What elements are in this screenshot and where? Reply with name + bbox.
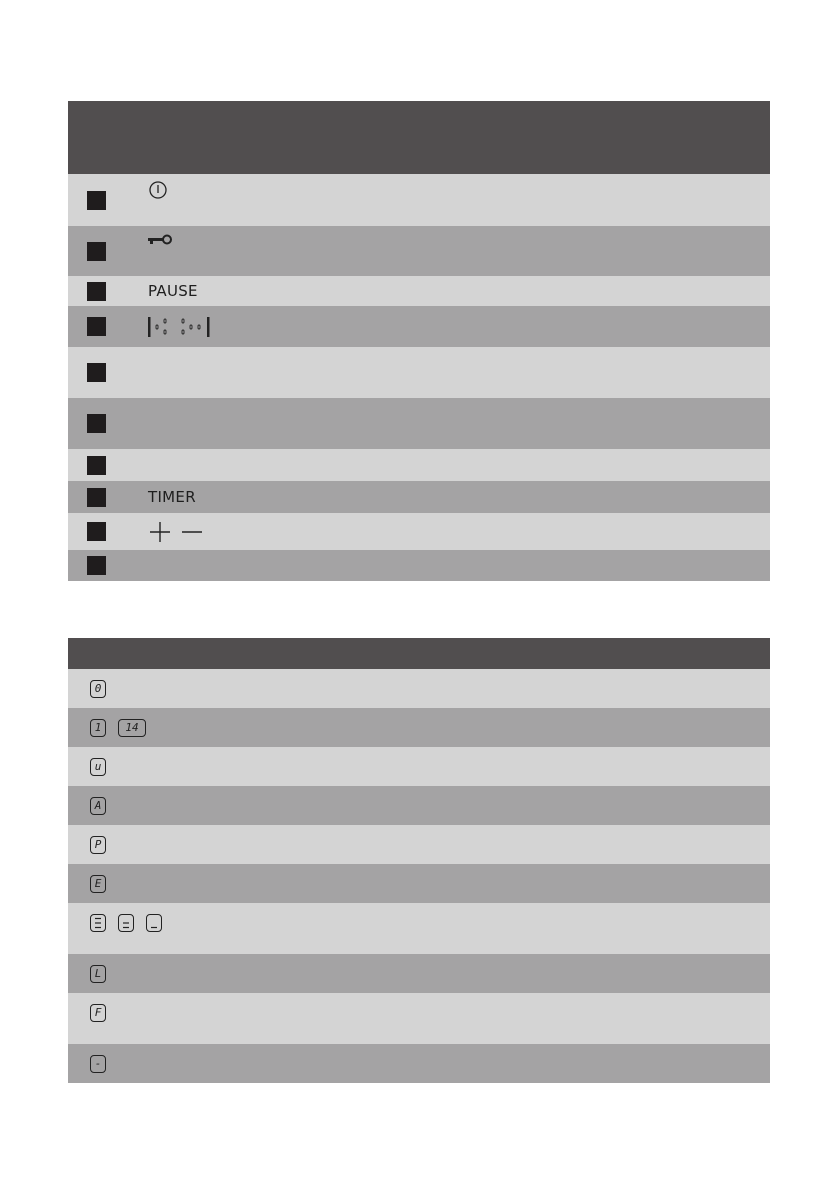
display-table-header	[68, 638, 770, 669]
row-marker	[87, 456, 106, 475]
two-bar-display-icon	[118, 914, 134, 932]
row-marker	[87, 191, 106, 210]
row-marker	[87, 317, 106, 336]
table-row	[68, 398, 770, 449]
row-marker	[87, 522, 106, 541]
display-digit: F	[90, 1004, 106, 1022]
display-digit: u	[90, 758, 106, 776]
table-row	[68, 174, 770, 226]
on-off-icon	[148, 180, 220, 200]
table-row	[68, 993, 770, 1044]
display-digit: 14	[118, 719, 146, 737]
table-row	[68, 276, 770, 306]
controls-table-header	[68, 101, 770, 174]
table-row	[68, 513, 770, 550]
three-bar-display-icon	[90, 914, 106, 932]
display-digit: -	[90, 1055, 106, 1073]
table-row	[68, 347, 770, 398]
table-row	[68, 708, 770, 747]
row-marker	[87, 414, 106, 433]
table-row	[68, 550, 770, 581]
table-row	[68, 226, 770, 276]
table-row	[68, 864, 770, 903]
pause-label: PAUSE	[124, 276, 220, 306]
plus-minus-icon	[148, 521, 220, 543]
row-marker	[87, 282, 106, 301]
display-digit: A	[90, 797, 106, 815]
timer-label: TIMER	[124, 481, 220, 513]
table-row	[68, 306, 770, 347]
display-digit: P	[90, 836, 106, 854]
table-row	[68, 747, 770, 786]
display-digit: 1	[90, 719, 106, 737]
row-marker	[87, 363, 106, 382]
row-marker	[87, 242, 106, 261]
key-icon	[148, 234, 220, 246]
display-digit: L	[90, 965, 106, 983]
slider-icon	[148, 315, 220, 339]
table-row	[68, 481, 770, 513]
table-row	[68, 954, 770, 993]
table-row	[68, 1044, 770, 1083]
table-row	[68, 786, 770, 825]
table-row	[68, 825, 770, 864]
table-row	[68, 903, 770, 954]
row-marker	[87, 488, 106, 507]
display-table	[68, 638, 770, 1083]
display-digit: 0	[90, 680, 106, 698]
display-digit: E	[90, 875, 106, 893]
one-bar-display-icon	[146, 914, 162, 932]
row-marker	[87, 556, 106, 575]
controls-table	[68, 101, 770, 581]
table-row	[68, 669, 770, 708]
table-row	[68, 449, 770, 481]
